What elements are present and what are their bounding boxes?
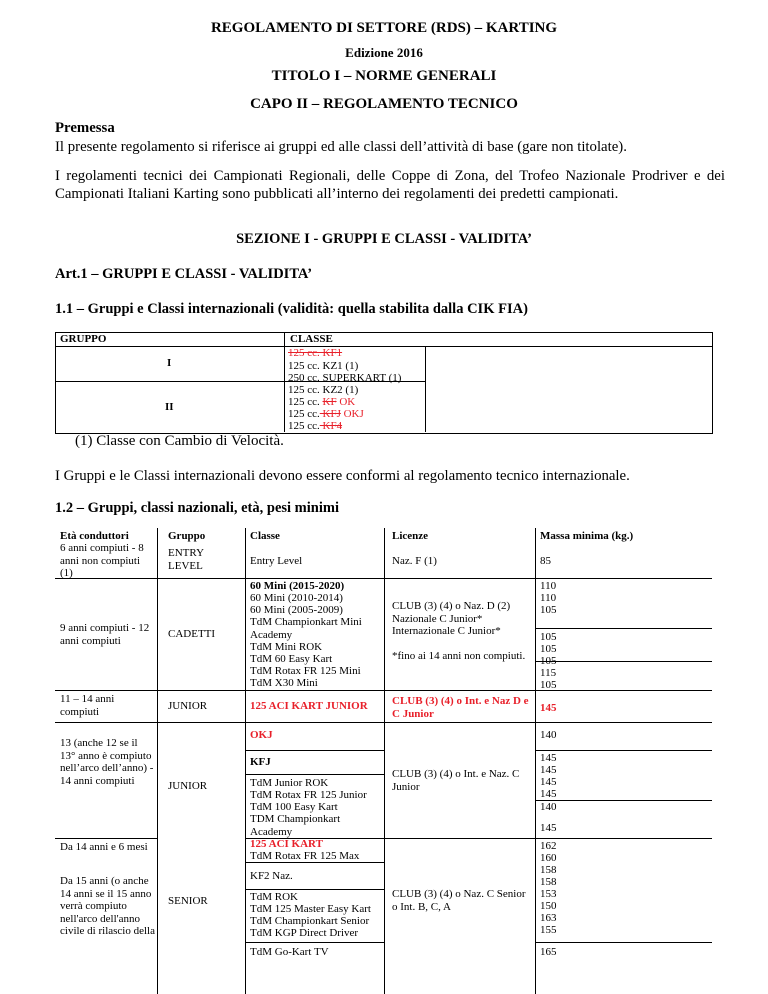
senior-class: TdM 125 Master Easy Kart (250, 903, 371, 915)
senior-class: TdM Go-Kart TV (250, 946, 329, 958)
class-row: 125 cc. KZ1 (1) (288, 360, 359, 372)
cadetti-class: TdM X30 Mini (250, 677, 318, 689)
cadetti-massa: 105 (540, 643, 557, 655)
senior-massa: 153 (540, 888, 557, 900)
group-i: I (167, 357, 172, 369)
senior-gruppo: SENIOR (168, 895, 208, 907)
edition: Edizione 2016 (345, 45, 423, 60)
junior-classe: 125 ACI KART JUNIOR (250, 700, 368, 712)
cadetti-class: TdM Mini ROK (250, 641, 323, 653)
junior2-class: TdM Rotax FR 125 Junior (250, 789, 367, 801)
junior2-massa: 145 (540, 822, 557, 834)
junior-eta: 11 – 14 anni compiuti (60, 693, 115, 718)
cadetti-massa: 105 (540, 655, 557, 667)
senior-massa: 163 (540, 912, 557, 924)
section-1-1-heading: 1.1 – Gruppi e Classi internazionali (validità: quella stabilita dalla CIK FIA) (55, 301, 528, 317)
header-gruppo: Gruppo (168, 530, 206, 542)
col-gruppo: GRUPPO (60, 333, 107, 345)
senior-massa: 162 (540, 840, 557, 852)
header-classe: Classe (250, 530, 280, 542)
junior-licenze: CLUB (3) (4) o Int. e Naz D e C Junior (392, 695, 529, 720)
senior-massa: 165 (540, 946, 557, 958)
junior2-class-kfj: KFJ (250, 756, 271, 768)
international-compliance-text: I Gruppi e le Classi internazionali devono essere conformi al regolamento tecnico internazionale. (55, 468, 630, 484)
class-row: 125 cc. KZ2 (1) (288, 384, 359, 396)
senior-massa: 160 (540, 852, 557, 864)
titolo-heading: TITOLO I – NORME GENERALI (271, 68, 497, 84)
senior-class: TdM ROK (250, 891, 298, 903)
junior2-massa: 140 (540, 729, 557, 741)
cadetti-massa: 105 (540, 679, 557, 691)
senior-class: KF2 Naz. (250, 870, 293, 882)
junior2-class: TdM Junior ROK (250, 777, 329, 789)
cadetti-gruppo: CADETTI (168, 628, 216, 640)
class-row: 125 cc. KF OK (288, 396, 356, 408)
junior2-massa: 140 (540, 801, 557, 813)
senior-class: 125 ACI KART (250, 838, 323, 850)
cadetti-class: TdM 60 Easy Kart (250, 653, 333, 665)
header-licenze: Licenze (392, 530, 429, 542)
senior-class: TdM Rotax FR 125 Max (250, 850, 360, 862)
senior-class: TdM Championkart Senior (250, 915, 370, 927)
cadetti-class: TdM Championkart Mini Academy (250, 616, 362, 641)
cadetti-class: 60 Mini (2015-2020) (250, 580, 345, 592)
senior-massa: 158 (540, 864, 557, 876)
senior-massa: 150 (540, 900, 557, 912)
document-title: REGOLAMENTO DI SETTORE (RDS) – KARTING (210, 20, 558, 36)
cadetti-massa: 110 (540, 580, 557, 592)
cadetti-massa: 110 (540, 592, 557, 604)
header-massa: Massa minima (kg.) (540, 530, 634, 542)
entry-eta: 6 anni compiuti - 8 anni non compiuti (1) (60, 542, 144, 579)
class-row: 125 cc. KF1 (288, 347, 343, 359)
entry-classe: Entry Level (250, 555, 303, 567)
senior-class: TdM KGP Direct Driver (250, 927, 359, 939)
junior2-massa: 145 (540, 776, 557, 788)
cadetti-massa: 105 (540, 604, 557, 616)
sezione-heading: SEZIONE I - GRUPPI E CLASSI - VALIDITA’ (236, 231, 532, 247)
junior2-massa: 145 (540, 788, 557, 800)
entry-massa: 85 (540, 555, 551, 567)
premessa-paragraph-1: Il presente regolamento si riferisce ai gruppi ed alle classi dell’attività di base (gare non titolate). (55, 139, 627, 155)
header-eta: Età conduttori (60, 530, 129, 542)
cadetti-massa: 105 (540, 631, 557, 643)
class-row: 250 cc. SUPERKART (1) (288, 372, 402, 384)
junior2-class-okj: OKJ (250, 729, 273, 741)
junior2-eta: 13 (anche 12 se il 13° anno è compiuto nell’arco dell’anno) - 14 anni compiuti (60, 737, 154, 787)
junior2-massa: 145 (540, 764, 557, 776)
cadetti-class: 60 Mini (2010-2014) (250, 592, 343, 604)
section-1-2-heading: 1.2 – Gruppi, classi nazionali, età, pesi minimi (55, 500, 339, 516)
table-note: (1) Classe con Cambio di Velocità. (75, 433, 284, 449)
group-ii: II (165, 401, 174, 413)
junior2-class: TdM 100 Easy Kart (250, 801, 338, 813)
junior2-class: TDM Championkart Academy (250, 813, 341, 838)
premessa-heading: Premessa (55, 120, 115, 136)
col-classe: CLASSE (290, 333, 333, 345)
cadetti-eta: 9 anni compiuti - 12 anni compiuti (60, 622, 150, 647)
junior2-massa: 145 (540, 752, 557, 764)
senior-massa: 155 (540, 924, 557, 936)
junior2-licenze: CLUB (3) (4) o Int. e Naz. C Junior (392, 768, 520, 793)
capo-heading: CAPO II – REGOLAMENTO TECNICO (250, 96, 518, 112)
cadetti-massa: 115 (540, 667, 557, 679)
senior-licenze: CLUB (3) (4) o Naz. C Senior o Int. B, C, A (392, 888, 526, 913)
class-row: 125 cc. KF4 (288, 420, 343, 432)
cadetti-licenze: CLUB (3) (4) o Naz. D (2) Nazionale C Junior* Internazionale C Junior* (392, 600, 511, 637)
senior-eta-1: Da 14 anni e 6 mesi (60, 841, 148, 853)
cadetti-class: 60 Mini (2005-2009) (250, 604, 343, 616)
junior-gruppo: JUNIOR (168, 700, 208, 712)
art1-heading: Art.1 – GRUPPI E CLASSI - VALIDITA’ (55, 266, 313, 282)
junior2-gruppo: JUNIOR (168, 780, 208, 792)
cadetti-class: TdM Rotax FR 125 Mini (250, 665, 361, 677)
entry-gruppo: ENTRY LEVEL (168, 547, 204, 572)
cadetti-licenze-note: *fino ai 14 anni non compiuti. (392, 650, 526, 662)
senior-eta-2: Da 15 anni (o anche 14 anni se il 15 anno verrà compiuto nell'arco dell'anno civile di rilascio della (60, 875, 155, 937)
premessa-paragraph-2: I regolamenti tecnici dei Campionati Regionali, delle Coppe di Zona, del Trofeo Nazionale Prodriver e dei Campionati Italiani Karting sono pubblicati all’interno dei regolamenti dei predetti campionati. (55, 168, 725, 202)
senior-massa: 158 (540, 876, 557, 888)
entry-licenze: Naz. F (1) (392, 555, 437, 567)
junior-massa: 145 (540, 702, 557, 714)
class-row: 125 cc. KFJ OKJ (288, 408, 364, 420)
